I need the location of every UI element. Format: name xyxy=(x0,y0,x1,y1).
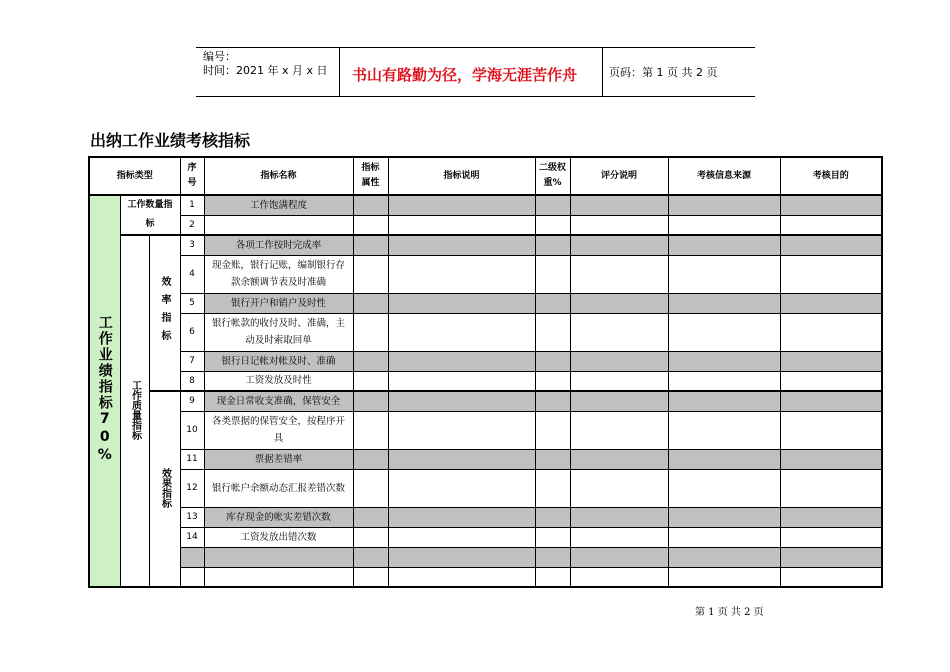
category-quantity xyxy=(120,195,180,235)
row-seq xyxy=(180,567,204,587)
row-name: 库存现金的帐实差错次数 xyxy=(204,507,353,527)
header-divider-left xyxy=(339,47,340,97)
table-row xyxy=(89,255,882,293)
table-row xyxy=(89,293,882,313)
table-header-row xyxy=(89,157,882,195)
category-quality xyxy=(120,235,149,587)
row-name: 银行开户和销户及时性 xyxy=(204,293,353,313)
row-seq: 13 xyxy=(180,507,204,527)
col-name-header: 指标名称 xyxy=(204,157,353,195)
table-row xyxy=(89,351,882,371)
row-name: 现金日常收支准确，保管安全 xyxy=(204,391,353,411)
row-name xyxy=(204,215,353,235)
row-seq: 8 xyxy=(180,371,204,391)
row-seq: 6 xyxy=(180,313,204,351)
page-footer: 第 1 页 共 2 页 xyxy=(695,607,764,618)
col-desc-header: 指标说明 xyxy=(388,157,535,195)
row-name: 各类票据的保管安全，按程序开具 xyxy=(204,411,353,449)
header-bottom-rule xyxy=(196,96,755,97)
row-seq: 12 xyxy=(180,469,204,507)
row-name: 银行日记帐对帐及时、准确 xyxy=(204,351,353,371)
col-attr-header: 指标属性 xyxy=(353,157,388,195)
table-row xyxy=(89,371,882,391)
row-seq: 4 xyxy=(180,255,204,293)
doc-time-label: 时间：2021 年 x 月 x 日 xyxy=(203,64,328,77)
row-name: 银行帐款的收付及时、准确，主动及时索取回单 xyxy=(204,313,353,351)
row-seq: 1 xyxy=(180,195,204,215)
category-efficiency-label: 效率指标 xyxy=(159,275,170,348)
row-name: 现金账，银行记账，编制银行存款余额调节表及时准确 xyxy=(204,255,353,293)
category-main-label: 工作业绩指标70% xyxy=(96,314,113,465)
kpi-table xyxy=(88,156,883,588)
col-seq-header: 序号 xyxy=(180,157,204,195)
table-row xyxy=(89,469,882,507)
row-name: 工作饱满程度 xyxy=(204,195,353,215)
row-name: 工资发放及时性 xyxy=(204,371,353,391)
row-seq xyxy=(180,547,204,567)
category-effect-label: 效果指标 xyxy=(159,467,171,508)
row-seq: 2 xyxy=(180,215,204,235)
table-row xyxy=(89,507,882,527)
row-seq: 3 xyxy=(180,235,204,255)
category-quantity-label: 工作数量指标 xyxy=(127,200,173,229)
row-seq: 14 xyxy=(180,527,204,547)
category-main xyxy=(89,195,120,587)
header-page-label: 页码：第 1 页 共 2 页 xyxy=(609,66,718,79)
row-name: 票据差错率 xyxy=(204,449,353,469)
header-motto: 书山有路勤为径，学海无涯苦作舟 xyxy=(352,66,578,84)
col-source-header: 考核信息来源 xyxy=(668,157,780,195)
table-row xyxy=(89,449,882,469)
table-row xyxy=(89,215,882,235)
row-seq: 5 xyxy=(180,293,204,313)
row-seq: 7 xyxy=(180,351,204,371)
table-row xyxy=(89,235,882,255)
table-row xyxy=(89,195,882,215)
row-name xyxy=(204,547,353,567)
category-efficiency xyxy=(149,235,180,391)
doc-number-label: 编号： xyxy=(203,50,236,63)
header-top-rule xyxy=(196,47,755,48)
table-row xyxy=(89,411,882,449)
row-seq: 9 xyxy=(180,391,204,411)
row-name: 各项工作按时完成率 xyxy=(204,235,353,255)
category-quality-label: 工作质量指标 xyxy=(129,379,141,440)
col-type-header: 指标类型 xyxy=(89,157,180,195)
table-row xyxy=(89,391,882,411)
table-row xyxy=(89,567,882,587)
col-purpose-header: 考核目的 xyxy=(780,157,882,195)
row-name: 工资发放出错次数 xyxy=(204,527,353,547)
col-scoring-header: 评分说明 xyxy=(570,157,668,195)
table-row xyxy=(89,313,882,351)
row-name: 银行帐户余额动态汇报差错次数 xyxy=(204,469,353,507)
table-row xyxy=(89,547,882,567)
row-name xyxy=(204,567,353,587)
page-title: 出纳工作业绩考核指标 xyxy=(90,131,251,150)
header-divider-right xyxy=(602,47,603,97)
table-row xyxy=(89,527,882,547)
col-weight-header: 二级权重% xyxy=(535,157,570,195)
category-effect xyxy=(149,391,180,587)
row-seq: 10 xyxy=(180,411,204,449)
row-seq: 11 xyxy=(180,449,204,469)
